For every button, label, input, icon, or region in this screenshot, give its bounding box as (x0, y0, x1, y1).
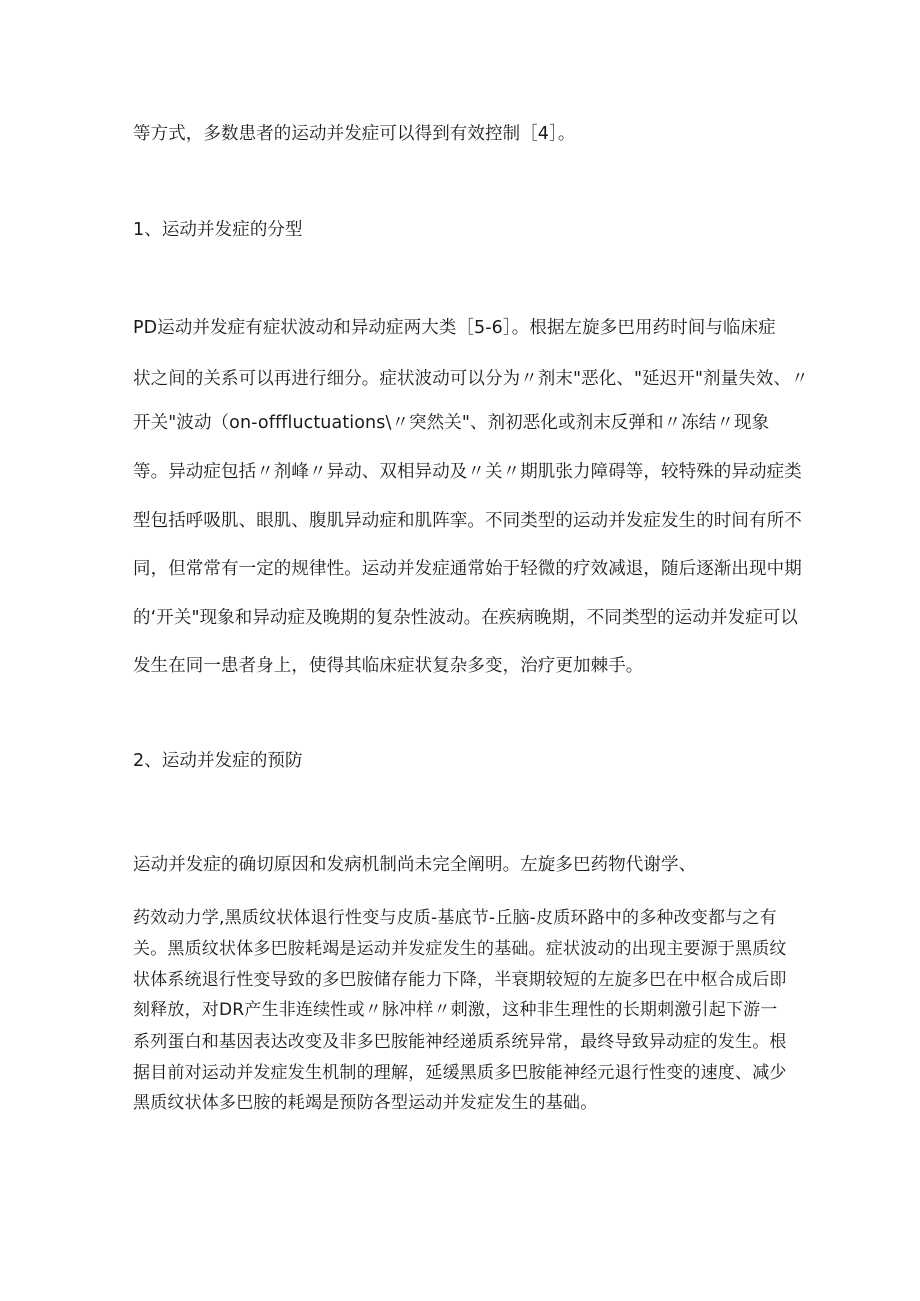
section1-line: 等。异动症包括〃剂峰〃异动、双相异动及〃关〃期肌张力障碍等，较特殊的异动症类 (133, 462, 802, 482)
section2-line: 状体系统退行性变导致的多巴胺储存能力下降，半衰期较短的左旋多巴在中枢合成后即 (133, 970, 787, 990)
section2-line: 药效动力学,黑质纹状体退行性变与皮质-基底节-丘脑-皮质环路中的多种改变都与之有 (133, 908, 777, 928)
section1-line: 发生在同一患者身上，使得其临床症状复杂多变，治疗更加棘手。 (133, 656, 644, 676)
section1-line: 的‘开关"现象和异动症及晚期的复杂性波动。在疾病晚期，不同类型的运动并发症可以 (133, 608, 799, 628)
section2-line: 关。黑质纹状体多巴胺耗竭是运动并发症发生的基础。症状波动的出现主要源于黑质纹 (133, 939, 787, 959)
section1-line: 型包括呼吸肌、眼肌、腹肌异动症和肌阵挛。不同类型的运动并发症发生的时间有所不 (133, 511, 802, 531)
section2-line: 刻释放，对DR产生非连续性或〃脉冲样〃刺激，这种非生理性的长期刺激引起下游一 (133, 1000, 778, 1020)
section2-heading: 2、运动并发症的预防 (133, 751, 303, 771)
section2-line: 黑质纹状体多巴胺的耗竭是预防各型运动并发症发生的基础。 (133, 1093, 598, 1113)
section2-line: 系列蛋白和基因表达改变及非多巴胺能神经递质系统异常，最终导致异动症的发生。根 (133, 1032, 787, 1052)
section1-line: 状之间的关系可以再进行细分。症状波动可以分为〃剂末"恶化、"延迟开"剂量失效、〃 (133, 369, 809, 389)
section1-heading: 1、运动并发症的分型 (133, 220, 303, 240)
section1-line: PD运动并发症有症状波动和异动症两大类［5-6］。根据左旋多巴用药时间与临床症 (133, 318, 776, 338)
section1-line: 开关"波动（on-offfluctuations\〃突然关"、剂初恶化或剂末反弹和〃冻结〃现象 (133, 413, 770, 433)
intro-line: 等方式，多数患者的运动并发症可以得到有效控制［4］。 (133, 124, 576, 144)
section2-line: 据目前对运动并发症发生机制的理解，延缓黑质多巴胺能神经元退行性变的速度、减少 (133, 1063, 787, 1083)
section2-lead-line: 运动并发症的确切原因和发病机制尚未完全阐明。左旋多巴药物代谢学、 (133, 855, 697, 875)
section1-line: 同，但常常有一定的规律性。运动并发症通常始于轻微的疗效减退，随后逐渐出现中期 (133, 559, 802, 579)
